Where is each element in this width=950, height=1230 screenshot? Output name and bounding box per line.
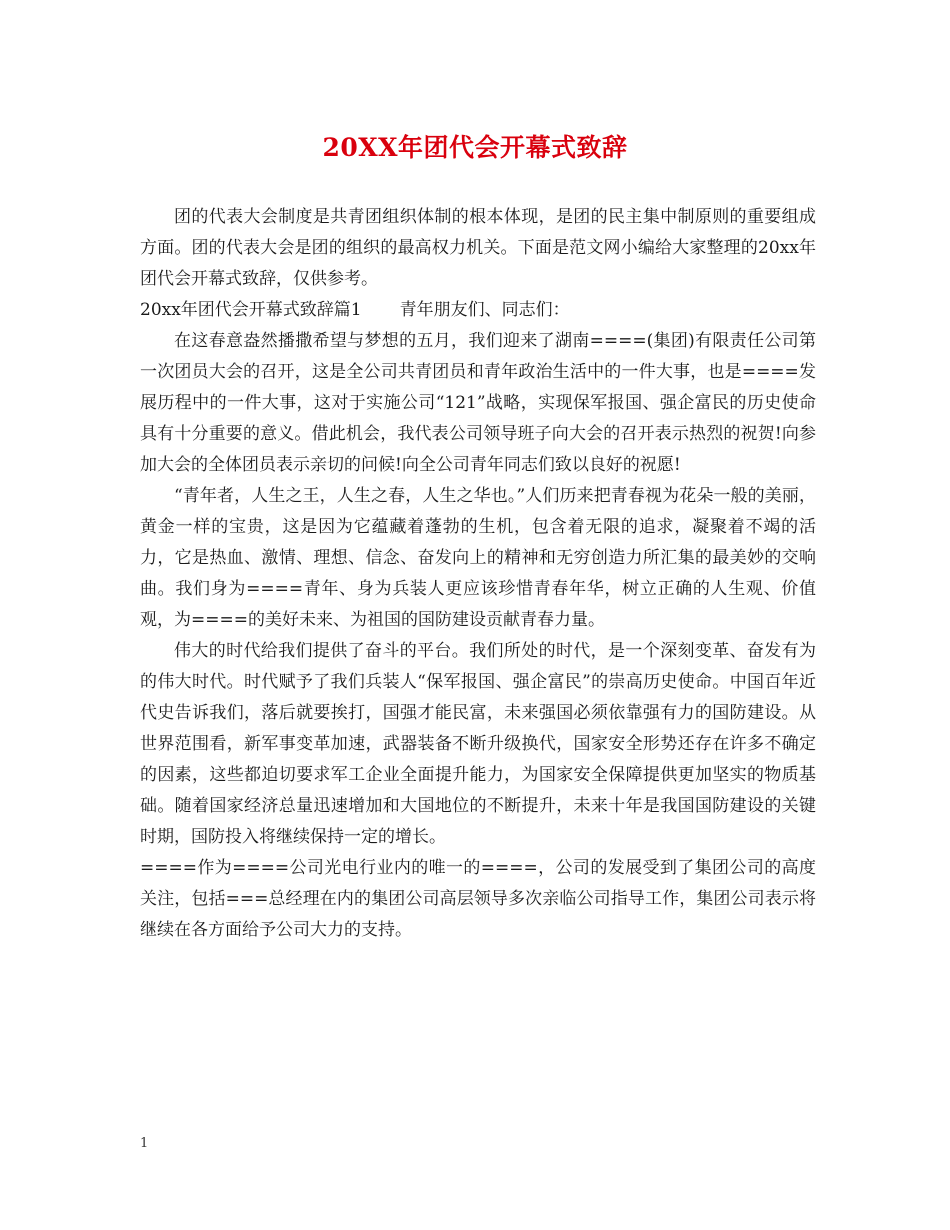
body-paragraph-2: “青年者，人生之王，人生之春，人生之华也。”人们历来把青春视为花朵一般的美丽，黄金一样的宝贵，这是因为它蕴藏着蓬勃的生机，包含着无限的追求，凝聚着不竭的活力，它是热血、激情、理想、信念、奋发向上的精神和无穷创造力所汇集的最美妙的交响曲。我们身为====青年、身为兵装人更应该珍惜青春年华，树立正确的人生观、价值观，为====的美好未来、为祖国的国防建设贡献青春力量。 <box>140 486 816 630</box>
section-heading: 20xx年团代会开幕式致辞篇1 <box>140 300 362 320</box>
body-paragraph-3: 伟大的时代给我们提供了奋斗的平台。我们所处的时代，是一个深刻变革、奋发有为的伟大时代。时代赋予了我们兵装人“保军报国、强企富民”的崇高历史使命。中国百年近代史告诉我们，落后就要挨打，国强才能民富，未来强国必须依靠强有力的国防建设。从世界范围看，新军事变革加速，武器装备不断升级换代，国家安全形势还存在许多不确定的因素，这些都迫切要求军工企业全面提升能力，为国家安全保障提供更加坚实的物质基础。随着国家经济总量迅速增加和大国地位的不断提升，未来十年是我国国防建设的关键时期，国防投入将继续保持一定的增长。 <box>140 641 816 847</box>
intro-paragraph: 团的代表大会制度是共青团组织体制的根本体现，是团的民主集中制原则的重要组成方面。团的代表大会是团的组织的最高权力机关。下面是范文网小编给大家整理的20xx年团代会开幕式致辞，仅供参考。 <box>140 207 816 289</box>
salutation: 青年朋友们、同志们： <box>399 300 570 320</box>
page-number: 1 <box>140 1136 149 1151</box>
body-paragraph-1: 在这春意盎然播撒希望与梦想的五月，我们迎来了湖南====(集团)有限责任公司第一次团员大会的召开，这是全公司共青团员和青年政治生活中的一件大事，也是====发展历程中的一件大事，这对于实施公司“121”战略，实现保军报国、强企富民的历史使命具有十分重要的意义。借此机会，我代表公司领导班子向大会的召开表示热烈的祝贺!向参加大会的全体团员表示亲切的问候!向全公司青年同志们致以良好的祝愿! <box>140 331 816 475</box>
section-heading-line <box>140 295 816 326</box>
closing-paragraph: ====作为====公司光电行业内的唯一的====，公司的发展受到了集团公司的高度关注，包括===总经理在内的集团公司高层领导多次亲临公司指导工作，集团公司表示将继续在各方面给予公司大力的支持。 <box>140 858 816 940</box>
document-body <box>140 202 816 946</box>
document-title: 20XX年团代会开幕式致辞 <box>322 133 628 162</box>
